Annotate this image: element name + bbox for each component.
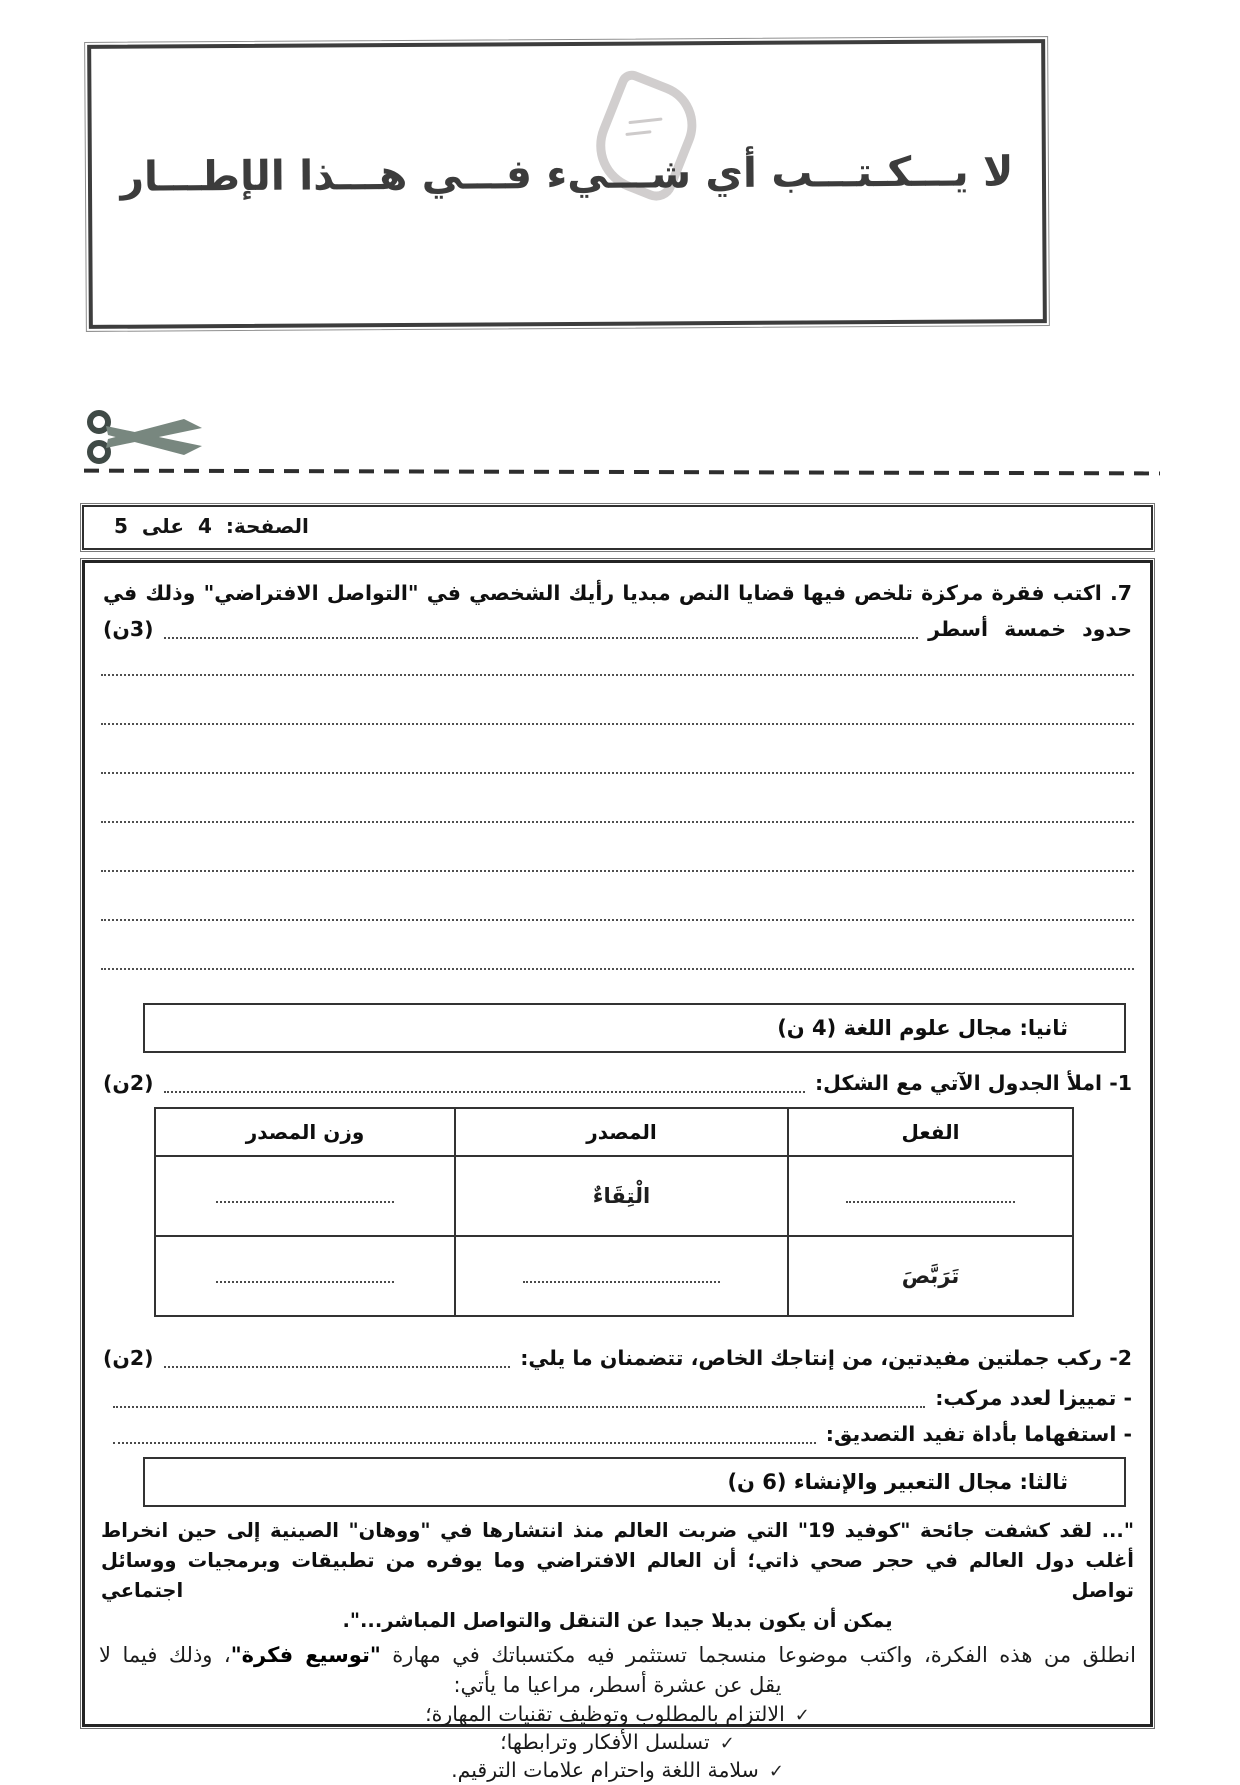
language-q2-mark: (2ن) xyxy=(103,1346,154,1370)
page-number-strip xyxy=(82,505,1153,550)
cell-masdar-value: الْتِقَاءٌ xyxy=(455,1156,788,1236)
checkmark-icon: ✓ xyxy=(719,1733,735,1754)
cell-verb-value: تَرَبَّصَ xyxy=(788,1236,1073,1316)
checklist-item-text: سلامة اللغة واحترام علامات الترقيم. xyxy=(451,1758,759,1782)
dotted-leader xyxy=(164,1091,805,1093)
answer-line xyxy=(101,921,1134,970)
cell-wazn-blank xyxy=(155,1236,455,1316)
question-7-text-cont: حدود خمسة أسطر xyxy=(928,617,1132,641)
skill-name: "توسيع فكرة" xyxy=(230,1643,381,1667)
dotted-placeholder xyxy=(846,1187,1015,1203)
quote-line-2: أغلب دول العالم في حجر صحي ذاتي؛ أن العالم الافتراضي وما يوفره من تطبيقات وبرمجيات ووسائل تواصل اجتماعي xyxy=(101,1549,1134,1602)
q2-item-1-text: - تمييزا لعدد مركب: xyxy=(935,1386,1132,1410)
dotted-placeholder xyxy=(216,1267,394,1283)
checklist-item xyxy=(99,1701,1136,1729)
page-of-word: على xyxy=(141,514,184,538)
language-q1-mark: (2ن) xyxy=(103,1071,154,1095)
answer-line xyxy=(101,645,1134,676)
section-expression-header: ثالثا: مجال التعبير والإنشاء (6 ن) xyxy=(143,1457,1126,1507)
checkmark-icon: ✓ xyxy=(768,1761,784,1782)
writing-task xyxy=(99,1640,1136,1700)
answer-sheet-frame xyxy=(82,560,1153,1782)
language-q1 xyxy=(103,1068,1132,1099)
question-7-text: 7. اكتب فقرة مركزة تلخص فيها قضايا النص مبديا رأيك الشخصي في "التواصل الافتراضي" وذلك في xyxy=(103,581,1132,605)
dotted-leader xyxy=(113,1406,925,1408)
answer-lines-block xyxy=(101,645,1134,970)
checklist-item-text: الالتزام بالمطلوب وتوظيف تقنيات المهارة؛ xyxy=(425,1702,785,1726)
cut-dashed-line xyxy=(84,469,1160,476)
quote-line-1: "... لقد كشفت جائحة "كوفيد 19" التي ضربت العالم منذ انتشارها في "ووهان" الصينية إلى حين انخراط xyxy=(101,1519,1134,1542)
language-q2-item-1 xyxy=(103,1383,1132,1414)
table-row xyxy=(155,1156,1073,1236)
do-not-write-notice: لا يـــكـتـــب أي شـــيء فـــي هـــذا الإطـــار xyxy=(120,147,1014,201)
support-quote xyxy=(101,1516,1134,1636)
table-row xyxy=(155,1236,1073,1316)
cell-wazn-blank xyxy=(155,1156,455,1236)
criteria-checklist xyxy=(99,1701,1136,1785)
answer-line xyxy=(101,725,1134,774)
task-part-3: ، وذلك فيما لا xyxy=(99,1643,231,1667)
checklist-item xyxy=(99,1729,1136,1757)
checklist-item xyxy=(99,1757,1136,1785)
section-language-header: ثانيا: مجال علوم اللغة (4 ن) xyxy=(143,1003,1126,1053)
language-q2-item-2 xyxy=(103,1419,1132,1450)
checkmark-icon: ✓ xyxy=(794,1705,810,1726)
page-number-label xyxy=(100,514,309,538)
answer-line xyxy=(101,676,1134,725)
page-current: 4 xyxy=(197,514,212,538)
answer-line xyxy=(101,872,1134,921)
dotted-leader xyxy=(113,1442,816,1444)
column-header-verb: الفعل xyxy=(788,1108,1073,1156)
dotted-leader xyxy=(164,1366,511,1368)
task-line-1 xyxy=(99,1640,1136,1670)
masdar-table xyxy=(154,1107,1074,1317)
checklist-item-text: تسلسل الأفكار وترابطها؛ xyxy=(500,1730,710,1754)
cell-masdar-blank xyxy=(455,1236,788,1316)
language-q2 xyxy=(103,1343,1132,1374)
column-header-wazn: وزن المصدر xyxy=(155,1108,455,1156)
language-q1-text: 1- املأ الجدول الآتي مع الشكل: xyxy=(814,1071,1132,1095)
question-7-continuation xyxy=(103,614,1132,645)
cell-verb-blank xyxy=(788,1156,1073,1236)
dotted-leader xyxy=(164,637,919,639)
do-not-write-frame xyxy=(87,39,1047,329)
page-total: 5 xyxy=(114,514,128,538)
task-part-1: انطلق من هذه الفكرة، واكتب موضوعا منسجما تستثمر فيه مكتسباتك في مهارة xyxy=(380,1643,1136,1667)
table-header-row xyxy=(155,1108,1073,1156)
page-word: الصفحة: xyxy=(225,514,309,538)
dotted-placeholder xyxy=(216,1187,394,1203)
q2-item-2-text: - استفهاما بأداة تفيد التصديق: xyxy=(825,1422,1132,1446)
column-header-masdar: المصدر xyxy=(455,1108,788,1156)
scissors-icon xyxy=(86,408,212,466)
answer-line xyxy=(101,823,1134,872)
question-7-mark: (3ن) xyxy=(103,617,154,641)
task-line-2: يقل عن عشرة أسطر، مراعيا ما يأتي: xyxy=(453,1673,782,1697)
dotted-placeholder xyxy=(523,1267,720,1283)
quote-line-3: يمكن أن يكون بديلا جيدا عن التنقل والتواصل المباشر...". xyxy=(342,1609,893,1632)
answer-line xyxy=(101,774,1134,823)
language-q2-text: 2- ركب جملتين مفيدتين، من إنتاجك الخاص، تتضمنان ما يلي: xyxy=(520,1346,1132,1370)
